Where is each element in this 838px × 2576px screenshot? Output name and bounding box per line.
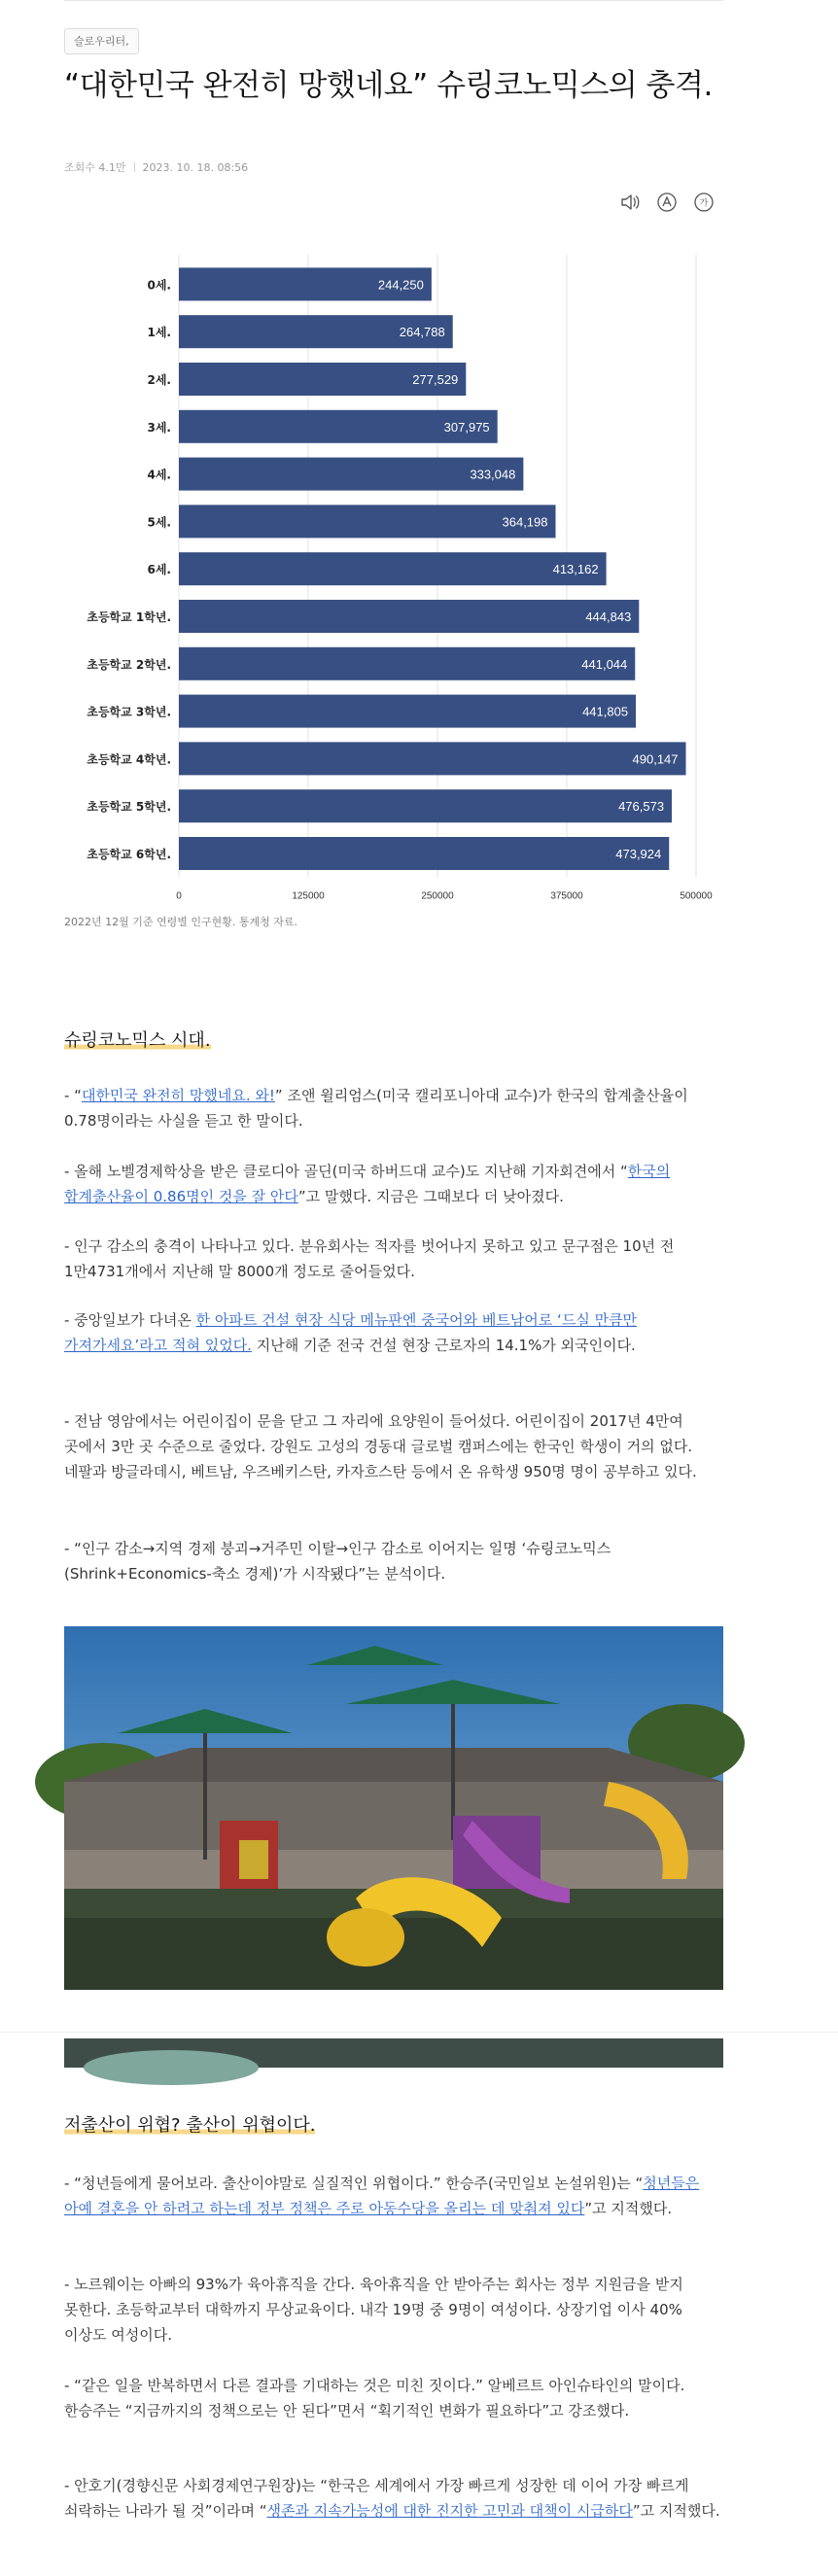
font-size-icon[interactable] bbox=[655, 191, 679, 214]
population-bar-chart bbox=[64, 245, 735, 902]
paragraph bbox=[64, 1307, 723, 1358]
bar-value-label: 364,198 bbox=[502, 514, 548, 530]
article-meta bbox=[64, 159, 248, 175]
bar bbox=[179, 505, 556, 538]
top-divider bbox=[64, 0, 723, 1]
publish-date: 2023. 10. 18. 08:56 bbox=[142, 160, 249, 174]
bar-value-label: 413,162 bbox=[552, 562, 599, 577]
x-tick-label: 500000 bbox=[680, 890, 713, 902]
photo-strip bbox=[64, 2038, 723, 2068]
section-title-text: 저출산이 위협? 출산이 위협이다. bbox=[64, 2115, 316, 2136]
bar-value-label: 244,250 bbox=[377, 277, 424, 293]
section-title-text: 슈링코노믹스 시대. bbox=[64, 1030, 211, 1051]
translate-icon[interactable] bbox=[692, 191, 716, 214]
category-label: 1세. bbox=[147, 326, 171, 340]
svg-text:가: 가 bbox=[699, 198, 709, 209]
bar bbox=[179, 647, 635, 680]
bar-value-label: 473,924 bbox=[615, 847, 662, 861]
paragraph bbox=[64, 1159, 723, 1209]
text: 지난해 기준 전국 건설 현장 근로자의 14.1%가 외국인이다. bbox=[251, 1337, 636, 1354]
bar bbox=[179, 695, 636, 728]
category-label: 초등학교 2학년. bbox=[87, 657, 171, 672]
bar bbox=[179, 552, 607, 585]
category-label: 4세. bbox=[147, 468, 171, 482]
x-tick-label: 375000 bbox=[550, 890, 583, 902]
bar-value-label: 441,805 bbox=[582, 704, 629, 719]
category-label: 초등학교 6학년. bbox=[87, 848, 171, 861]
category-label: 초등학교 1학년. bbox=[87, 610, 171, 624]
bar-value-label: 264,788 bbox=[399, 325, 445, 340]
article-tools bbox=[618, 191, 716, 214]
meta-separator bbox=[134, 162, 135, 172]
link[interactable]: 한 아파트 건설 현장 식당 메뉴판엔 중국어와 베트남어로 ‘드실 만큼만 가져가세요’라고 적혀 있었다. bbox=[64, 1311, 638, 1354]
bar-value-label: 307,975 bbox=[443, 419, 490, 435]
link[interactable]: 청년들은 아예 결혼을 안 하려고 하는데 정부 정책은 주로 아동수당을 올리는 데 맞춰져 있다 bbox=[64, 2175, 700, 2217]
link[interactable]: 대한민국 완전히 망했네요. 와! bbox=[81, 1087, 275, 1104]
bar bbox=[179, 837, 669, 870]
category-label: 5세. bbox=[147, 515, 171, 530]
section-title-shrinkonomics bbox=[64, 1027, 211, 1054]
article-title: “대한민국 완전히 망했네요” 슈링코노믹스의 충격. bbox=[64, 68, 713, 103]
text: ”고 말했다. 지금은 그때보다 더 낮아졌다. bbox=[297, 1188, 564, 1205]
category-label: 초등학교 3학년. bbox=[87, 705, 171, 719]
bar-value-label: 444,843 bbox=[585, 609, 632, 624]
text: - 중앙일보가 다녀온 bbox=[64, 1311, 196, 1329]
speaker-icon[interactable] bbox=[618, 191, 642, 214]
bar-value-label: 333,048 bbox=[470, 467, 516, 482]
view-count: 조회수 4.1만 bbox=[64, 161, 126, 174]
category-badge[interactable]: 슬로우리터, bbox=[64, 28, 139, 54]
category-label: 6세. bbox=[147, 563, 171, 577]
x-tick-label: 0 bbox=[176, 890, 182, 902]
text: ” 조앤 윌리엄스(미국 캘리포니아대 교수)가 한국의 합계출산율이 0.78명이라는 사실을 듣고 한 말이다. bbox=[64, 1087, 688, 1130]
chart-svg bbox=[64, 245, 735, 902]
bar-value-label: 441,044 bbox=[581, 656, 628, 672]
paragraph: - 전남 영암에서는 어린이집이 문을 닫고 그 자리에 요양원이 들어섰다. 어린이집이 2017년 4만여 곳에서 3만 곳 수준으로 줄었다. 강원도 고성의 경동대 글로벌 캠퍼스에는 한국인 학생이 거의 없다. 네팔과 방글라데시, 베트남, 우즈베키스탄, 카자흐스탄 등에서 온 유학생 950명 명이 공부하고 있다. bbox=[64, 1412, 697, 1480]
category-label: 초등학교 4학년. bbox=[87, 752, 171, 767]
bar-value-label: 490,147 bbox=[632, 751, 679, 767]
bar bbox=[179, 789, 672, 822]
text: - 안호기(경향신문 사회경제연구원장)는 “한국은 세계에서 가장 빠르게 성장한 데 이어 가장 빠르게 쇠락하는 나라가 될 것”이라며 “ bbox=[64, 2477, 689, 2520]
chart-caption: 2022년 12월 기준 연령별 인구현황. 통계청 자료. bbox=[64, 916, 297, 928]
paragraph bbox=[64, 1083, 723, 1133]
bar bbox=[179, 600, 639, 633]
paragraph: - “같은 일을 반복하면서 다른 결과를 기대하는 것은 미친 짓이다.” 알베르트 아인슈타인의 말이다. 한승주는 “지금까지의 정책으로는 안 된다”면서 “획기적인 변화가 필요하다”고 강조했다. bbox=[64, 2377, 685, 2419]
x-tick-label: 250000 bbox=[421, 890, 454, 902]
paragraph: - “인구 감소→지역 경제 붕괴→거주민 이탈→인구 감소로 이어지는 일명 ‘슈링코노믹스(Shrink+Economics-축소 경제)’가 시작됐다”는 분석이다. bbox=[64, 1540, 611, 1583]
paragraph: - 노르웨이는 아빠의 93%가 육아휴직을 간다. 육아휴직을 안 받아주는 회사는 정부 지원금을 받지 못한다. 초등학교부터 대학까지 무상교육이다. 내각 19명 중 9명이 여성이다. 상장기업 이사 40% 이상도 여성이다. bbox=[64, 2276, 683, 2344]
category-label: 초등학교 5학년. bbox=[87, 800, 171, 815]
text: - “ bbox=[64, 1087, 82, 1104]
section-title-birth-threat bbox=[64, 2111, 315, 2139]
text: ”고 지적했다. bbox=[584, 2200, 673, 2217]
text: - 올해 노벨경제학상을 받은 클로디아 골딘(미국 하버드대 교수)도 지난해 기자회견에서 “ bbox=[64, 1163, 628, 1180]
paragraph bbox=[64, 2473, 723, 2524]
paragraph bbox=[64, 2171, 723, 2221]
link[interactable]: 한국의 합계출산율이 0.86명인 것을 잘 안다 bbox=[64, 1163, 671, 1205]
category-label: 3세. bbox=[147, 420, 171, 435]
playground-photo bbox=[64, 1626, 723, 1990]
text: ”고 지적했다. bbox=[632, 2502, 720, 2520]
link[interactable]: 생존과 지속가능성에 대한 진지한 고민과 대책이 시급하다 bbox=[266, 2502, 633, 2520]
x-tick-label: 125000 bbox=[292, 890, 325, 902]
content-divider bbox=[0, 2032, 838, 2033]
bar-value-label: 277,529 bbox=[412, 372, 459, 387]
bar-value-label: 476,573 bbox=[618, 799, 665, 815]
paragraph: - 인구 감소의 충격이 나타나고 있다. 분유회사는 적자를 벗어나지 못하고 있고 문구점은 10년 전 1만4731개에서 지난해 말 8000개 정도로 줄어들었다. bbox=[64, 1237, 675, 1280]
text: - “청년들에게 물어보라. 출산이야말로 실질적인 위협이다.” 한승주(국민일보 논설위원)는 “ bbox=[64, 2175, 644, 2192]
bar bbox=[179, 742, 686, 775]
category-label: 2세. bbox=[147, 373, 171, 387]
category-label: 0세. bbox=[147, 278, 171, 293]
